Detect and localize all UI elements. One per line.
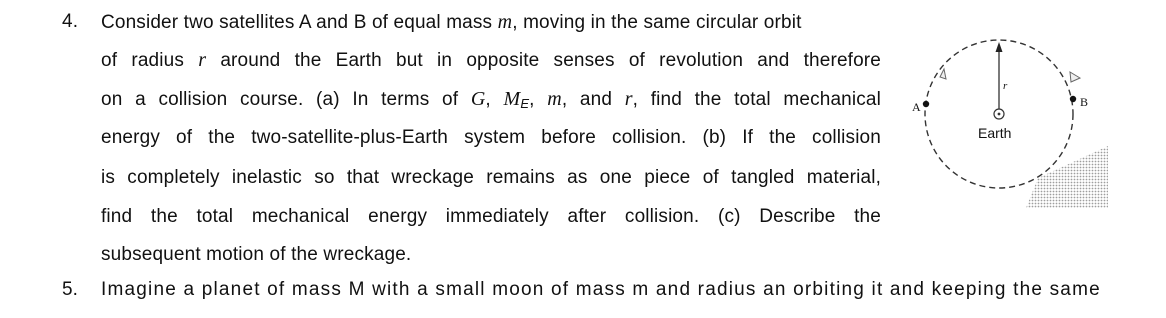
line1-end: , moving in the same circular orbit — [512, 12, 802, 33]
next-problem-cutoff — [62, 278, 1101, 318]
next-problem-text: Imagine a planet of mass M with a small moon of mass m and radius an orbiting it and keeping the same — [101, 279, 1101, 300]
orbit-diagram — [908, 28, 1108, 208]
label-earth: Earth — [978, 125, 1012, 141]
line3-sep: , — [529, 89, 548, 110]
problem-line-1 — [101, 10, 881, 35]
symbol-r: r — [198, 49, 207, 71]
line3-start: on a collision course. (a) In terms of — [101, 89, 471, 110]
arrow-b-icon — [1070, 72, 1080, 82]
next-problem-number: 5. — [62, 279, 78, 300]
arrow-a-icon — [940, 69, 946, 79]
symbol-r: r — [624, 88, 633, 110]
symbol-m: m — [547, 88, 562, 110]
line3-sep: , and — [561, 89, 625, 110]
line2-end: around the Earth but in opposite senses of revolution and therefore — [206, 50, 881, 71]
line3-sep: , — [485, 89, 504, 110]
symbol-G: G — [470, 88, 486, 110]
orbit-figure — [908, 28, 1108, 208]
label-radius: r — [1003, 80, 1008, 92]
line3-end: , find the total mechanical — [632, 89, 881, 110]
symbol-M: M — [503, 88, 521, 110]
line1-text: Consider two satellites A and B of equal mass — [101, 12, 498, 33]
radius-arrowhead-icon — [996, 42, 1003, 52]
problem-line-4: energy of the two-satellite-plus-Earth system before collision. (b) If the collision — [101, 127, 881, 148]
satellite-a — [923, 101, 929, 107]
earth-center — [998, 113, 1001, 116]
label-b: B — [1080, 95, 1089, 109]
problem-line-2 — [101, 48, 881, 73]
subscript-E: E — [520, 96, 530, 111]
problem-line-3 — [101, 87, 881, 112]
symbol-m: m — [497, 11, 513, 33]
problem-line-7: subsequent motion of the wreckage. — [101, 244, 412, 265]
problem-number: 4. — [62, 11, 79, 32]
satellite-b — [1070, 96, 1076, 102]
line2-start: of radius — [101, 50, 199, 71]
problem-line-5: is completely inelastic so that wreckage remains as one piece of tangled material, — [101, 167, 881, 188]
label-a: A — [912, 100, 921, 114]
problem-line-6: find the total mechanical energy immediately after collision. (c) Describe the — [101, 206, 881, 227]
